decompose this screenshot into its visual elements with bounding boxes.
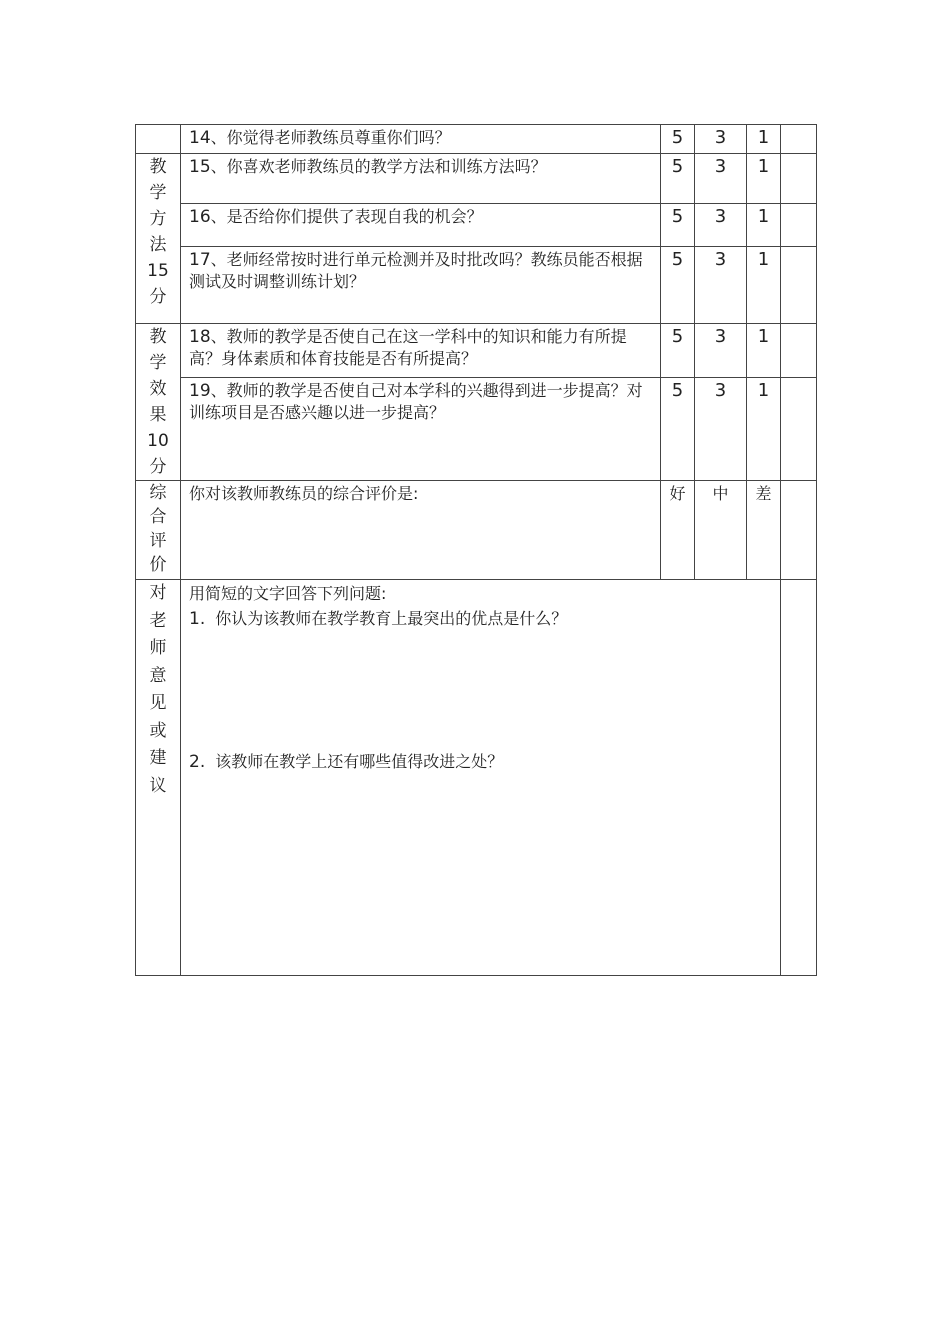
evaluation-table [135, 124, 817, 976]
question-cell: 17、老师经常按时进行单元检测并及时批改吗？教练员能否根据测试及时调整训练计划？ [181, 247, 661, 324]
overall-row [136, 481, 817, 580]
question-row [136, 204, 817, 247]
rating-poor: 差 [747, 481, 781, 580]
rating-medium: 中 [695, 481, 747, 580]
category-opinion: 对 老 师 意 见 或 建 议 [136, 580, 181, 976]
blank-cell [781, 580, 817, 976]
score-3: 3 [695, 204, 747, 247]
blank-cell [781, 481, 817, 580]
score-1: 1 [747, 247, 781, 324]
score-3: 3 [695, 324, 747, 378]
question-row [136, 324, 817, 378]
question-cell: 16、是否给你们提供了表现自我的机会？ [181, 204, 661, 247]
score-5: 5 [661, 247, 695, 324]
blank-cell [781, 377, 817, 480]
score-5: 5 [661, 125, 695, 154]
score-1: 1 [747, 125, 781, 154]
score-1: 1 [747, 154, 781, 204]
score-1: 1 [747, 377, 781, 480]
opinion-intro: 用简短的文字回答下列问题: [189, 584, 387, 603]
category-teaching-method: 教 学 方 法 15 分 [136, 154, 181, 324]
score-1: 1 [747, 324, 781, 378]
question-cell: 14、你觉得老师教练员尊重你们吗？ [181, 125, 661, 154]
score-3: 3 [695, 125, 747, 154]
score-5: 5 [661, 324, 695, 378]
question-cell: 19、教师的教学是否使自己对本学科的兴趣得到进一步提高？对训练项目是否感兴趣以进一步提高？ [181, 377, 661, 480]
opinion-row [136, 580, 817, 976]
blank-cell [781, 247, 817, 324]
score-5: 5 [661, 377, 695, 480]
rating-good: 好 [661, 481, 695, 580]
blank-cell [781, 154, 817, 204]
blank-cell [781, 125, 817, 154]
overall-prompt: 你对该教师教练员的综合评价是: [181, 481, 661, 580]
question-row [136, 125, 817, 154]
opinion-content [181, 580, 781, 976]
category-teaching-effect: 教 学 效 果 10 分 [136, 324, 181, 481]
empty-category-cell [136, 125, 181, 154]
score-3: 3 [695, 247, 747, 324]
answer-space-1[interactable] [189, 632, 774, 749]
score-5: 5 [661, 204, 695, 247]
question-row [136, 377, 817, 480]
blank-cell [781, 204, 817, 247]
category-overall: 综 合 评 价 [136, 481, 181, 580]
opinion-question-1: 1. 你认为该教师在教学教育上最突出的优点是什么？ [189, 609, 568, 629]
question-cell: 18、教师的教学是否使自己在这一学科中的知识和能力有所提高？身体素质和体育技能是否有所提高？ [181, 324, 661, 378]
question-row [136, 247, 817, 324]
blank-cell [781, 324, 817, 378]
question-cell: 15、你喜欢老师教练员的教学方法和训练方法吗？ [181, 154, 661, 204]
score-5: 5 [661, 154, 695, 204]
score-3: 3 [695, 377, 747, 480]
score-1: 1 [747, 204, 781, 247]
question-row [136, 154, 817, 204]
opinion-question-2: 2. 该教师在教学上还有哪些值得改进之处？ [189, 752, 504, 772]
score-3: 3 [695, 154, 747, 204]
